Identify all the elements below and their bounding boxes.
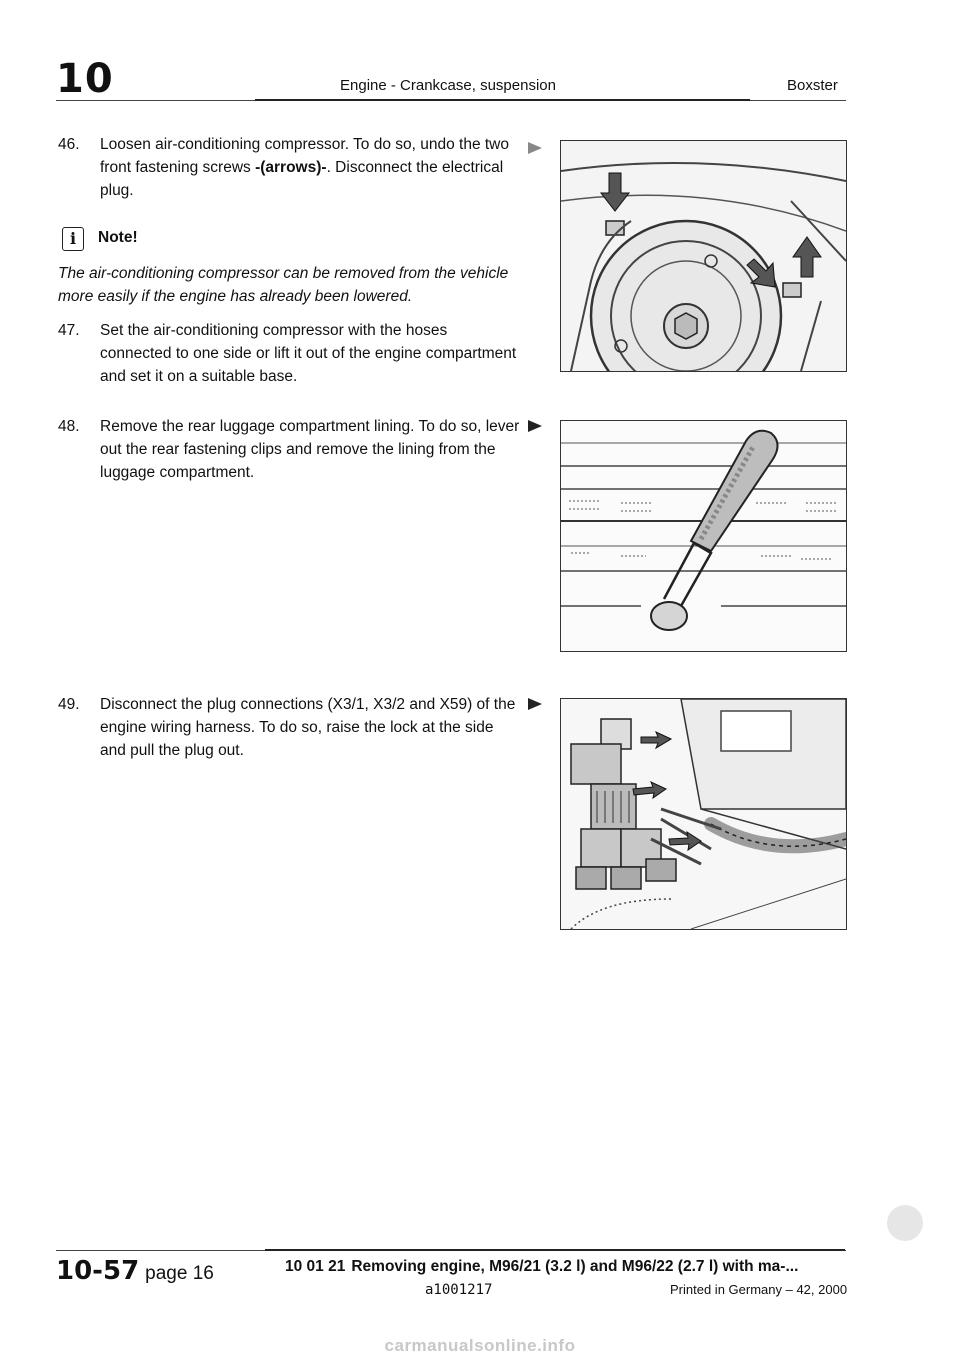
section-name: Removing engine, M96/21 (3.2 l) and M96/22 (2.7 l) with ma-... (351, 1258, 799, 1275)
figure-pointer-icon (528, 420, 542, 432)
step-48 (58, 415, 523, 484)
header-rule-accent (255, 99, 750, 101)
section-code: 10 01 21 (285, 1258, 346, 1275)
step-49 (58, 693, 523, 762)
step-number: 48. (58, 418, 80, 435)
step-text-emphasis: -(arrows)- (255, 159, 327, 176)
step-number: 46. (58, 136, 80, 153)
document-id: a1001217 (425, 1282, 493, 1298)
luggage-lining-figure (560, 420, 847, 652)
page-number-sub: page 16 (145, 1263, 214, 1284)
header-model: Boxster (787, 77, 838, 94)
screwdriver-illustration (561, 421, 846, 651)
plug-connections-illustration (561, 699, 846, 929)
page-number (56, 1256, 214, 1286)
chapter-number: 10 (56, 56, 114, 102)
step-number: 47. (58, 322, 80, 339)
compressor-illustration (561, 141, 846, 371)
figure-pointer-icon (528, 142, 542, 154)
step-text-part: . Disconnect the electrical plug. (100, 159, 504, 199)
watermark: carmanualsonline.info (384, 1336, 576, 1355)
step-text: Remove the rear luggage compartment lining. To do so, lever out the rear fastening clips and remove the lining from the luggage compartment. (100, 418, 520, 481)
note-text: The air-conditioning compressor can be removed from the vehicle more easily if the engine has already been lowered. (58, 265, 509, 305)
section-title (285, 1258, 798, 1276)
footer-rule-accent (265, 1249, 845, 1251)
step-text-part: Loosen air-conditioning compressor. To do so, undo the two front fastening screws (100, 136, 509, 176)
step-text: Disconnect the plug connections (X3/1, X3/2 and X59) of the engine wiring harness. To do so, raise the lock at the side and pull the plug out. (100, 696, 516, 759)
page-marker-dot (887, 1205, 923, 1241)
compressor-figure (560, 140, 847, 372)
wiring-harness-figure (560, 698, 847, 930)
page-number-main: 10-57 (56, 1256, 140, 1286)
figure-pointer-icon (528, 698, 542, 710)
step-text (100, 133, 523, 202)
info-icon: i (62, 227, 84, 251)
printed-info: Printed in Germany – 42, 2000 (670, 1282, 848, 1297)
step-text: Set the air-conditioning compressor with the hoses connected to one side or lift it out of the engine compartment and set it on a suitable base. (100, 322, 517, 385)
header-title: Engine - Crankcase, suspension (340, 77, 556, 94)
step-number: 49. (58, 696, 80, 713)
step-47 (58, 319, 523, 388)
note-label: Note! (98, 229, 138, 246)
step-46 (58, 133, 523, 202)
